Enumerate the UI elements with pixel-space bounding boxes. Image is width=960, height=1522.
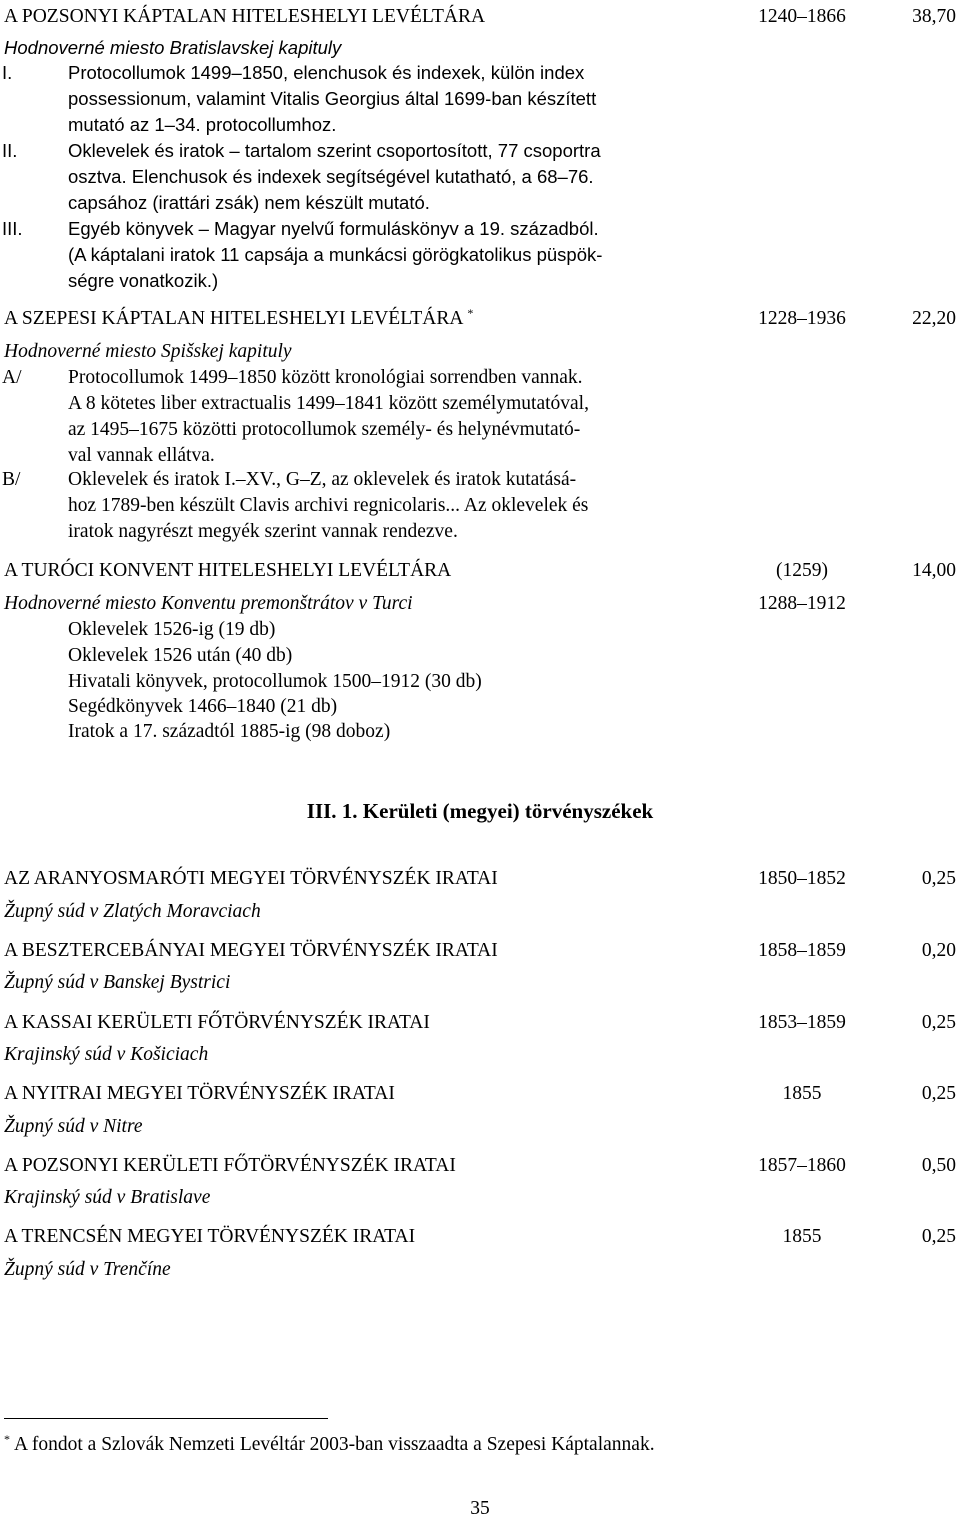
entry-title: A POZSONYI KERÜLETI FŐTÖRVÉNYSZÉK IRATAI (4, 1155, 456, 1176)
item-text: Oklevelek és iratok I.–XV., G–Z, az oklevelek és iratok kutatásá- hoz 1789-ben készült Clavis archivi regnicolaris... Az oklevelek és iratok nagyrészt megyék szerint vannak rendezve. (68, 469, 589, 542)
footnote-text: A fondot a Szlovák Nemzeti Levéltár 2003-ban visszaadta a Szepesi Káptalannak. (14, 1434, 655, 1455)
entry-title: AZ ARANYOSMARÓTI MEGYEI TÖRVÉNYSZÉK IRATAI (4, 868, 498, 889)
entry-subtitle-dates: 1288–1912 (758, 593, 846, 614)
entry-subheader (4, 591, 956, 617)
footnote (4, 1432, 655, 1458)
list-item (2, 138, 718, 216)
entry-size: 22,20 (912, 308, 956, 329)
entry-size: 38,70 (912, 6, 956, 27)
item-number: A/ (2, 367, 22, 388)
entry-title-text: A SZEPESI KÁPTALAN HITELESHELYI LEVÉLTÁRA (4, 308, 464, 329)
entry-title: A BESZTERCEBÁNYAI MEGYEI TÖRVÉNYSZÉK IRATAI (4, 940, 498, 961)
entry-header (4, 306, 956, 332)
list-item: Iratok a 17. századtól 1885-ig (98 doboz) (68, 721, 391, 742)
entry-subtitle: Hodnoverné miesto Spišskej kapituly (4, 341, 292, 362)
entry-dates: 1855 (782, 1083, 822, 1104)
entry-size: 0,20 (921, 940, 956, 961)
entry-header (4, 4, 956, 30)
entry-subtitle: Župný súd v Nitre (4, 1116, 143, 1137)
entry-header (4, 866, 956, 892)
entry-header (4, 558, 956, 584)
list-item (2, 467, 718, 545)
entry-title: A KASSAI KERÜLETI FŐTÖRVÉNYSZÉK IRATAI (4, 1012, 430, 1033)
entry-header (4, 1153, 956, 1179)
item-text: Oklevelek és iratok – tartalom szerint csoportosított, 77 csoportra osztva. Elenchusok és indexek segítségével kutatható, a 68–76. capsához (irattári zsák) nem készült mutató. (68, 140, 601, 213)
list-item (2, 365, 718, 469)
item-text: Protocollumok 1499–1850, elenchusok és indexek, külön index possessionum, valamint Vitalis Georgius által 1699-ban készített mutató az 1–34. protocollumhoz. (68, 62, 597, 135)
item-text: Egyéb könyvek – Magyar nyelvű formuláskönyv a 19. századból. (A káptalani iratok 11 capsája a munkácsi görögkatolikus püspök- ségre vonatkozik.) (68, 218, 603, 291)
item-number: III. (2, 218, 23, 239)
entry-subtitle: Krajinský súd v Bratislave (4, 1187, 211, 1208)
item-text: Protocollumok 1499–1850 között kronológiai sorrendben vannak. A 8 kötetes liber extractualis 1499–1841 között személymutatóval, az 1495–1675 közötti protocollumok személy- és helynévmutató- val vannak ellátva. (68, 367, 589, 466)
list-item (2, 216, 718, 294)
footnote-mark: * (4, 1432, 10, 1446)
footnote-divider (4, 1418, 328, 1419)
entry-subtitle: Hodnoverné miesto Konventu premonštrátov v Turci (4, 593, 413, 614)
entry-header (4, 1010, 956, 1036)
list-item: Segédkönyvek 1466–1840 (21 db) (68, 696, 338, 717)
entry-title: A TRENCSÉN MEGYEI TÖRVÉNYSZÉK IRATAI (4, 1226, 416, 1247)
entry-subtitle: Župný súd v Banskej Bystrici (4, 972, 231, 993)
entry-title: A TURÓCI KONVENT HITELESHELYI LEVÉLTÁRA (4, 560, 452, 581)
entry-subtitle: Hodnoverné miesto Bratislavskej kapituly (4, 37, 342, 58)
list-item (2, 60, 718, 138)
entry-dates: 1858–1859 (758, 940, 846, 961)
item-number: II. (2, 140, 18, 161)
list-item: Oklevelek 1526 után (40 db) (68, 645, 293, 666)
entry-header (4, 1224, 956, 1250)
list-item: Oklevelek 1526-ig (19 db) (68, 619, 276, 640)
entry-size: 0,25 (921, 868, 956, 889)
item-number: B/ (2, 469, 21, 490)
entry-size: 0,25 (921, 1083, 956, 1104)
entry-title: A NYITRAI MEGYEI TÖRVÉNYSZÉK IRATAI (4, 1083, 395, 1104)
entry-dates: 1228–1936 (758, 308, 846, 329)
list-item: Hivatali könyvek, protocollumok 1500–1912 (30 db) (68, 671, 482, 692)
entry-subtitle: Župný súd v Trenčíne (4, 1259, 171, 1280)
entry-title: A POZSONYI KÁPTALAN HITELESHELYI LEVÉLTÁRA (4, 6, 486, 27)
entry-subtitle: Krajinský súd v Košiciach (4, 1044, 209, 1065)
entry-dates: 1853–1859 (758, 1012, 846, 1033)
entry-size: 14,00 (912, 560, 956, 581)
item-number: I. (2, 62, 13, 83)
entry-size: 0,25 (921, 1226, 956, 1247)
entry-header (4, 1081, 956, 1107)
entry-dates: 1240–1866 (758, 6, 846, 27)
entry-dates: 1850–1852 (758, 868, 846, 889)
entry-header (4, 938, 956, 964)
footnote-reference: * (467, 306, 474, 320)
entry-size: 0,50 (921, 1155, 956, 1176)
entry-dates: 1857–1860 (758, 1155, 846, 1176)
entry-subtitle: Župný súd v Zlatých Moravciach (4, 901, 261, 922)
section-heading: III. 1. Kerületi (megyei) törvényszékek (306, 799, 654, 823)
entry-title (4, 306, 473, 332)
entry-size: 0,25 (921, 1012, 956, 1033)
entry-dates: 1855 (782, 1226, 822, 1247)
entry-dates: (1259) (776, 560, 828, 581)
page-number: 35 (470, 1498, 490, 1519)
